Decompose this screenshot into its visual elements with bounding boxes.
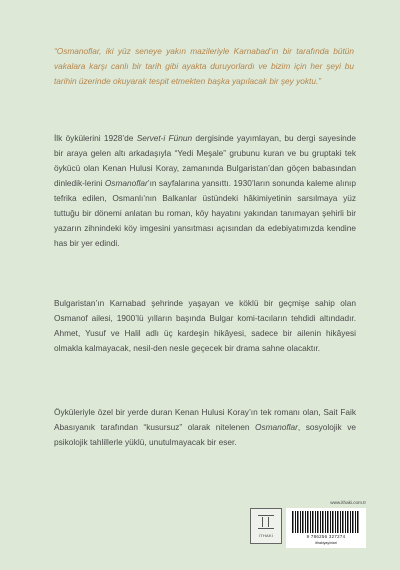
- book-title: Osmanoflar: [255, 422, 298, 432]
- publisher-website: www.ithaki.com.tr: [330, 500, 366, 505]
- social-handle: ithakiyayinlari: [315, 541, 337, 545]
- isbn-number: 9 786256 327274: [306, 534, 346, 539]
- publisher-logo: [250, 508, 282, 544]
- description-paragraph-1: [54, 131, 356, 251]
- paragraph-text: dergisinde yayımlayan, bu dergi sayesinde bir araya gelen altı arkadaşıyla “Yedi Meşale” grubunu kuran ve bu gruptaki tek öykücü olan Kenan Hulusi Koray, zamanında Bulgaristan’dan göçen babasından dinledik-lerini: [54, 133, 357, 188]
- back-cover-footer: [226, 500, 366, 552]
- ship-logo-icon: [258, 515, 274, 529]
- paragraph-text: , sosyolojik ve psikolojik tahlillerle yüklü, unutulmayacak bir eser.: [54, 422, 356, 447]
- description-paragraph-3: [54, 405, 356, 450]
- publisher-name: İTHAKİ: [258, 533, 274, 538]
- pull-quote: “Osmanoflar, iki yüz seneye yakın mazileriyle Karnabad’ın bir tarafında bütün vakalara karşı canlı bir tarih gibi ayakta duruyorlardı ve bizim için her şeyi bu tarihin üzerinde okuyarak tespit etmekten başka yapılacak bir şey yoktu.”: [54, 46, 354, 86]
- magazine-title: Servet-i Fünun: [136, 133, 193, 143]
- book-title: Osmanoflar: [104, 178, 148, 188]
- description-paragraph-2: Bulgaristan’ın Karnabad şehrinde yaşayan ve köklü bir geçmişe sahip olan Osmanof ailesi, 1900’lü yılların başında Bulgar komi-tacıların tehdidi altındadır. Ahmet, Yusuf ve Halil adlı üç kardeşin hikâyesi, sadece bir ailenin hikâyesi olmakla kalmayacak, nesil-den nesle geçecek bir drama sahne olacaktır.: [54, 298, 356, 353]
- paragraph-text: Öyküleriyle özel bir yerde duran Kenan Hulusi Koray’ın tek romanı olan, Sait Faik Abasıyanık tarafından “kusursuz” olarak nitelenen: [54, 407, 356, 432]
- paragraph-text: İlk öykülerini 1928’de: [54, 133, 137, 143]
- barcode-panel: [286, 508, 366, 548]
- barcode-icon: [292, 511, 360, 533]
- paragraph-text: ’ın sayfalarına yansıttı. 1930’ların sonunda kaleme alınıp tefrika edilen, Osmanlı’nın Balkanlar üstündeki hâkimiyetinin sarsılmaya yüz tuttuğu bir dönemi anlatan bu roman, köy hayatını yakından tanımayan şehirli bir yazarın zihnindeki köy imgesini yansıtması açısından da edebiyatımızda kendine has bir yer edindi.: [54, 178, 356, 248]
